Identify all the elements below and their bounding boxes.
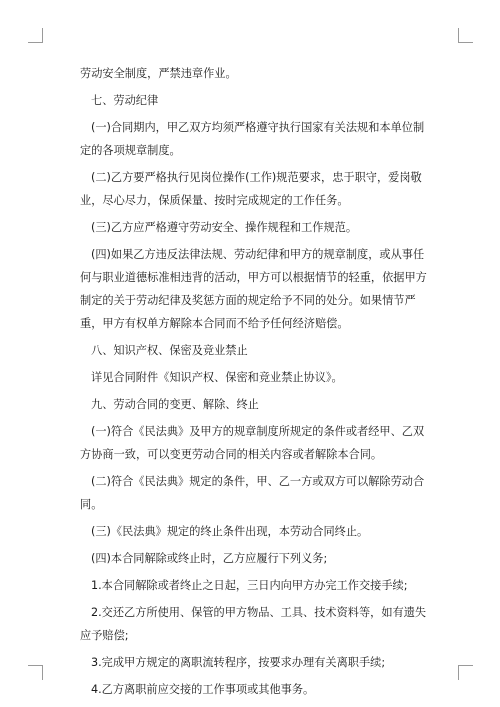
document-body <box>80 62 432 701</box>
paragraph: 劳动安全制度，严禁违章作业。 <box>80 67 237 80</box>
crop-mark-top-left <box>28 28 43 43</box>
paragraph: (四)如果乙方违反法律法规、劳动纪律和甲方的规章制度，或从事任何与职业道德标准相违背的活动，甲方可以根据情节的轻重，依据甲方制定的关于劳动纪律及奖惩方面的规定给予不同的处分。如果情节严重，甲方有权单方解除本合同而不给予任何经济赔偿。 <box>80 248 427 330</box>
list-item: 2.交还乙方所使用、保管的甲方物品、工具、技术资料等，如有遗失应予赔偿; <box>80 606 427 642</box>
paragraph: (一)符合《民法典》及甲方的规章制度所规定的条件或者经甲、乙双方协商一致，可以变更劳动合同的相关内容或者解除本合同。 <box>80 425 425 461</box>
paragraph: 详见合同附件《知识产权、保密和竞业禁止协议》。 <box>91 371 343 384</box>
paragraph: (三)《民法典》规定的终止条件出现，本劳动合同终止。 <box>91 525 369 538</box>
paragraph: (二)乙方要严格执行见岗位操作(工作)规范要求，忠于职守，爱岗敬业，尽心尽力，保质保量、按时完成规定的工作任务。 <box>80 171 422 207</box>
paragraph: (四)本合同解除或终止时，乙方应履行下列义务; <box>91 552 328 565</box>
paragraph: (一)合同期内，甲乙双方均须严格遵守执行国家有关法规和本单位制定的各项规章制度。 <box>80 121 425 157</box>
section-heading-8: 八、知识产权、保密及竞业禁止 <box>91 344 248 357</box>
crop-mark-bottom-right <box>458 665 473 680</box>
list-item: 1.本合同解除或者终止之日起，三日内向甲方办完工作交接手续; <box>91 579 408 592</box>
list-item: 4.乙方离职前应交接的工作事项或其他事务。 <box>91 683 315 696</box>
section-heading-7: 七、劳动纪律 <box>91 94 159 107</box>
crop-mark-bottom-left <box>28 665 43 680</box>
paragraph: (三)乙方应严格遵守劳动安全、操作规程和工作规范。 <box>91 221 358 234</box>
crop-mark-top-right <box>458 28 473 43</box>
section-heading-9: 九、劳动合同的变更、解除、终止 <box>91 398 259 411</box>
list-item: 3.完成甲方规定的离职流转程序，按要求办理有关离职手续; <box>91 656 386 669</box>
paragraph: (二)符合《民法典》规定的条件，甲、乙一方或双方可以解除劳动合同。 <box>80 475 425 511</box>
